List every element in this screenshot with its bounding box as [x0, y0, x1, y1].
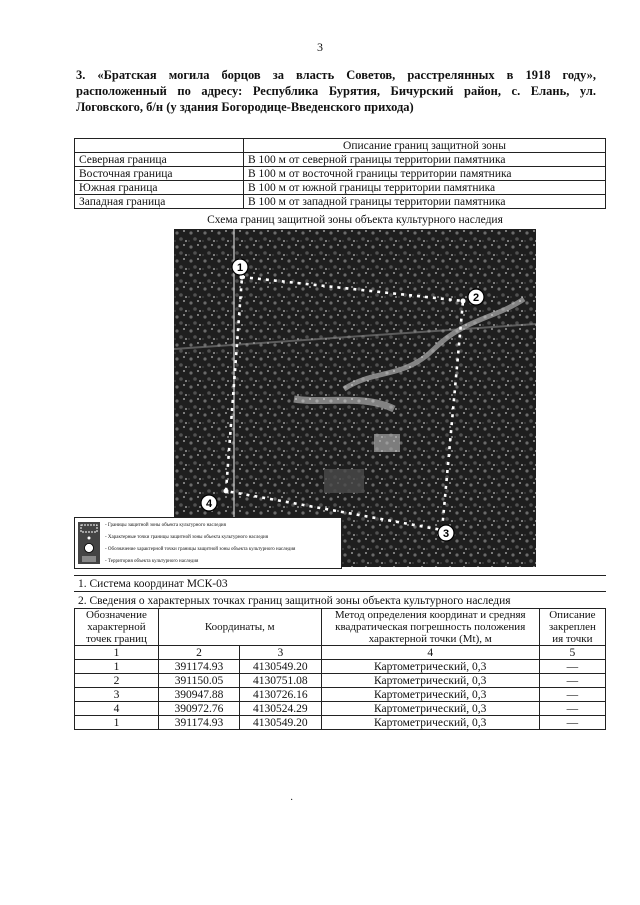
section-2-title: 2. Сведения о характерных точках границ защитной зоны объекта культурного наследия — [78, 595, 511, 607]
col-number: 2 — [158, 646, 239, 660]
legend-item: - Характерные точки границы защитной зоны объекта культурного наследия — [105, 535, 269, 540]
point-y: 4130751.08 — [240, 674, 322, 688]
point-x: 391174.93 — [158, 716, 239, 730]
divider — [74, 591, 606, 592]
point-method: Картометрический, 0,3 — [321, 702, 539, 716]
page-number: 3 — [317, 40, 323, 54]
object-heading: 3. «Братская могила борцов за власть Советов, расстрелянных в 1918 году», расположенный по адресу: Республика Бурятия, Бичурский район, с. Елань, ул. Логовского, б/н (у здания Богородице-Введенского прихода) — [76, 68, 596, 114]
point-label: 2 — [472, 292, 480, 304]
point-x: 391174.93 — [158, 660, 239, 674]
point-method: Картометрический, 0,3 — [321, 674, 539, 688]
point-label: 3 — [442, 528, 450, 540]
point-fix: — — [539, 702, 605, 716]
point-x: 391150.05 — [158, 674, 239, 688]
col-number: 3 — [240, 646, 322, 660]
point-y: 4130549.20 — [240, 660, 322, 674]
col-designation: Обозначение характерной точек границ — [75, 609, 159, 646]
table-row — [75, 702, 606, 716]
scan-speck: · — [290, 795, 294, 806]
table-row — [75, 716, 606, 730]
point-method: Картометрический, 0,3 — [321, 688, 539, 702]
boundary-name: Северная граница — [75, 153, 244, 167]
table-row — [75, 674, 606, 688]
schema-title: Схема границ защитной зоны объекта культурного наследия — [207, 214, 503, 226]
point-method: Картометрический, 0,3 — [321, 716, 539, 730]
point-x: 390972.76 — [158, 702, 239, 716]
boundary-row — [75, 167, 606, 181]
coord-system: 1. Система координат МСК-03 — [78, 578, 228, 590]
point-label: 4 — [205, 498, 213, 510]
point-label: 1 — [236, 262, 244, 274]
col-method: Метод определения координат и средняя квадратическая погрешность положения характерной точки (Mt), м — [321, 609, 539, 646]
boundaries-header: Описание границ защитной зоны — [244, 139, 606, 153]
legend-symbols — [78, 522, 100, 564]
boundary-name: Западная граница — [75, 195, 244, 209]
col-coords: Координаты, м — [158, 609, 321, 646]
point-id: 3 — [75, 688, 159, 702]
point-marker-3 — [438, 525, 454, 541]
boundary-desc: В 100 м от южной границы территории памятника — [244, 181, 606, 195]
point-id: 2 — [75, 674, 159, 688]
point-id: 4 — [75, 702, 159, 716]
points-table — [74, 608, 606, 730]
col-number: 4 — [321, 646, 539, 660]
legend-item: - Границы защитной зоны объекта культурного наследия — [105, 523, 226, 528]
point-fix: — — [539, 716, 605, 730]
boundary-desc: В 100 м от северной границы территории памятника — [244, 153, 606, 167]
point-fix: — — [539, 660, 605, 674]
boundary-row — [75, 153, 606, 167]
point-y: 4130524.29 — [240, 702, 322, 716]
col-number: 5 — [539, 646, 605, 660]
legend-item: - Обозначение характерной точки границы защитной зоны объекта культурного наследия — [105, 547, 296, 552]
point-id: 1 — [75, 716, 159, 730]
boundary-desc: В 100 м от восточной границы территории памятника — [244, 167, 606, 181]
col-number: 1 — [75, 646, 159, 660]
legend-item: - Территория объекта культурного наследия — [105, 559, 199, 564]
table-row — [75, 660, 606, 674]
boundaries-table — [74, 138, 606, 209]
point-method: Картометрический, 0,3 — [321, 660, 539, 674]
divider — [74, 575, 606, 576]
table-row — [75, 688, 606, 702]
col-fixing: Описание закреплен ия точки — [539, 609, 605, 646]
boundary-desc: В 100 м от западной границы территории памятника — [244, 195, 606, 209]
point-y: 4130549.20 — [240, 716, 322, 730]
map-legend — [74, 517, 342, 569]
point-fix: — — [539, 688, 605, 702]
point-x: 390947.88 — [158, 688, 239, 702]
point-y: 4130726.16 — [240, 688, 322, 702]
point-fix: — — [539, 674, 605, 688]
boundary-row — [75, 195, 606, 209]
boundary-name: Восточная граница — [75, 167, 244, 181]
boundary-row — [75, 181, 606, 195]
boundary-name: Южная граница — [75, 181, 244, 195]
point-id: 1 — [75, 660, 159, 674]
